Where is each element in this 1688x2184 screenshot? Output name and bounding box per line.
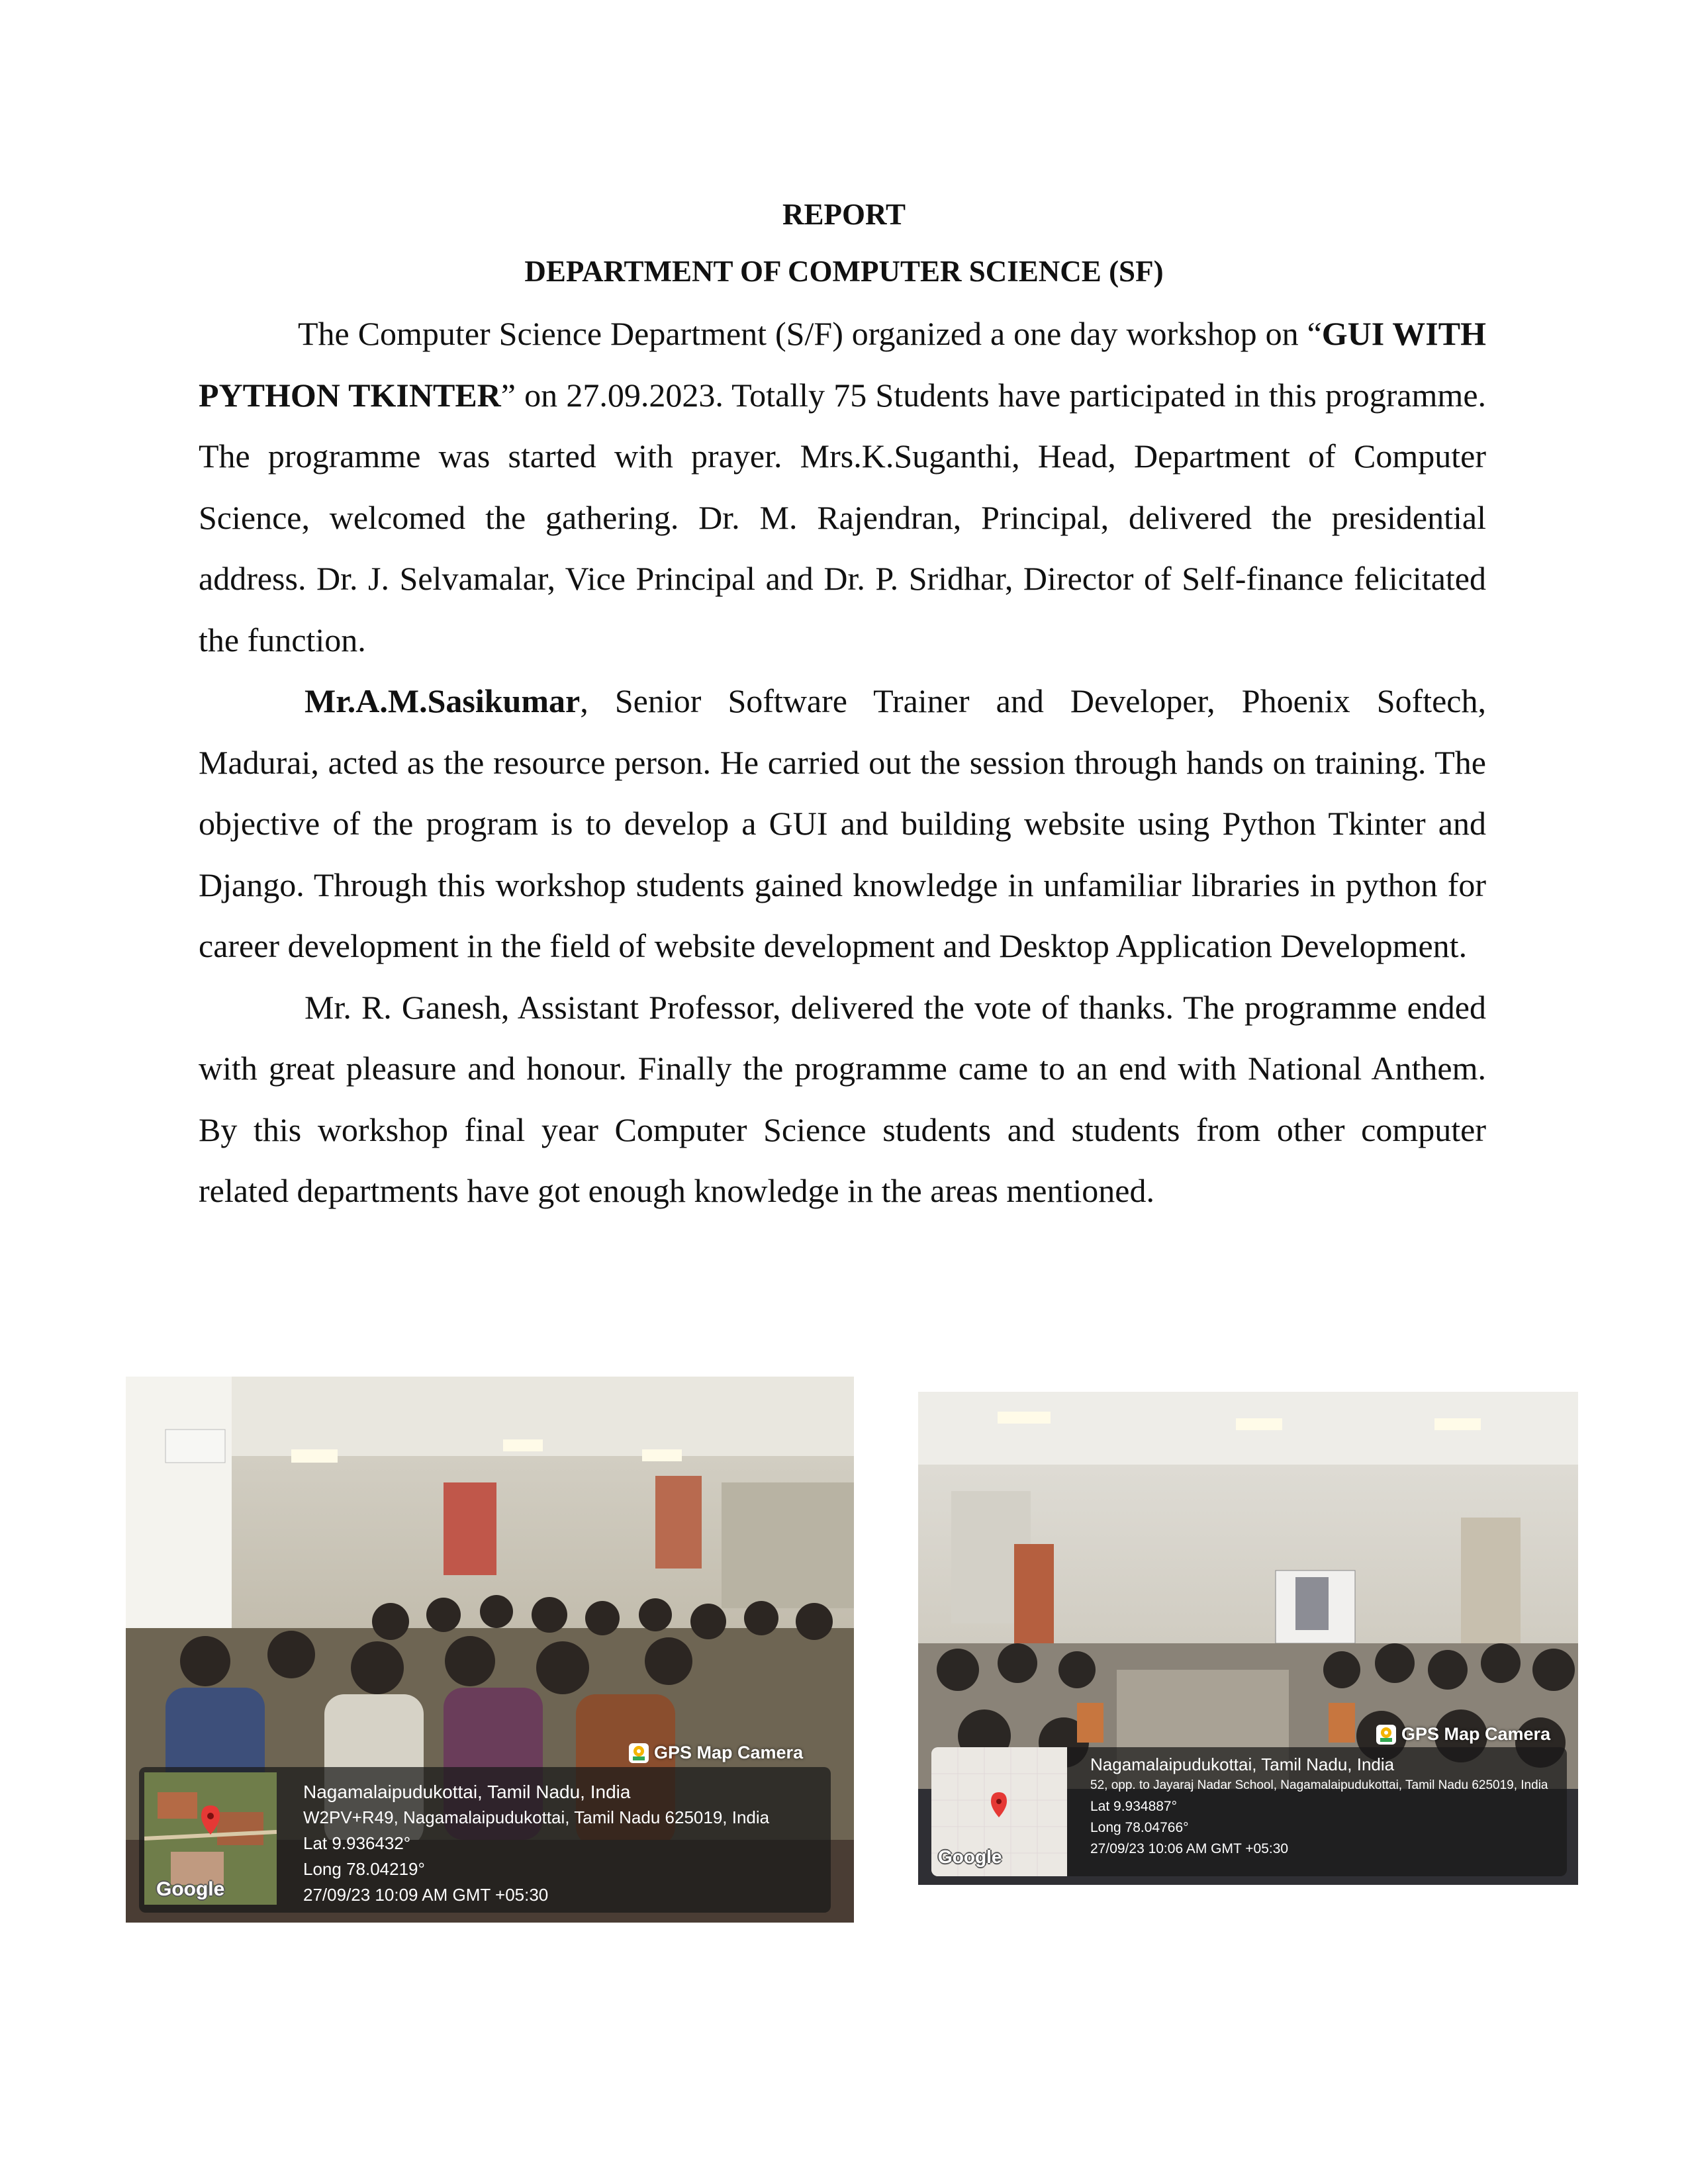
paragraph-resource-person: [199, 670, 1486, 977]
resource-person-name: Mr.A.M.Sasikumar: [305, 682, 581, 719]
gps-datetime: 27/09/23 10:09 AM GMT +05:30: [303, 1885, 549, 1905]
gps-latitude: Lat 9.936432°: [303, 1833, 411, 1853]
paragraph-intro: [199, 303, 1486, 670]
gps-camera-icon: [629, 1743, 649, 1763]
gps-address: 52, opp. to Jayaraj Nadar School, Nagamalaipudukottai, Tamil Nadu 625019, India: [1090, 1778, 1548, 1792]
google-map-logo: Google: [156, 1878, 225, 1900]
intro-text-end: ” on 27.09.2023. Totally 75 Students have participated in this programme. The programme was started with prayer. Mrs.K.Suganthi, Head, Department of Computer Science, welcomed the gathering. Dr. M. Rajendran, Principal, delivered the presidential address. Dr. J. Selvamalar, Vice Principal and Dr. P. Sridhar, Director of Self-finance felicitated the function.: [199, 376, 1487, 659]
workshop-photo-hall: [918, 1392, 1578, 1885]
resource-person-text: , Senior Software Trainer and Developer, Phoenix Softech, Madurai, acted as the resource person. He carried out the session through hands on training. The objective of the program is to develop a GUI and building website using Python Tkinter and Django. Through this workshop students gained knowledge in unfamiliar libraries in python for career development in the field of website development and Desktop Application Development.: [199, 682, 1486, 964]
gps-brand-label: GPS Map Camera: [654, 1743, 804, 1762]
department-heading: DEPARTMENT OF COMPUTER SCIENCE (SF): [524, 255, 1164, 288]
google-map-logo: Google: [938, 1846, 1002, 1867]
gps-datetime: 27/09/23 10:06 AM GMT +05:30: [1090, 1841, 1289, 1856]
gps-latitude: Lat 9.934887°: [1090, 1799, 1178, 1814]
paragraph-conclusion: Mr. R. Ganesh, Assistant Professor, delivered the vote of thanks. The programme ended with great pleasure and honour. Finally the programme came to an end with National Anthem. By this workshop final year Computer Science students and students from other computer related departments have got enough knowledge in the areas mentioned.: [199, 988, 1486, 1209]
gps-address: W2PV+R49, Nagamalaipudukottai, Tamil Nadu 625019, India: [303, 1807, 770, 1827]
gps-map-camera-brand-2: [1376, 1724, 1550, 1745]
report-body: [199, 303, 1486, 1222]
gps-map-camera-brand: [629, 1743, 803, 1763]
intro-text-start: The Computer Science Department (S/F) organized a one day workshop on “: [298, 315, 1322, 352]
gps-brand-label: GPS Map Camera: [1401, 1724, 1551, 1744]
gps-place: Nagamalaipudukottai, Tamil Nadu, India: [1090, 1754, 1395, 1774]
gps-camera-icon: [1376, 1725, 1396, 1745]
gps-longitude: Long 78.04219°: [303, 1859, 425, 1879]
report-title: REPORT: [782, 198, 906, 231]
gps-stamp-2: [931, 1747, 1567, 1876]
workshop-photo-audience: [126, 1377, 854, 1923]
gps-longitude: Long 78.04766°: [1090, 1820, 1189, 1835]
gps-stamp-1: [139, 1767, 831, 1913]
gps-place: Nagamalaipudukottai, Tamil Nadu, India: [303, 1782, 631, 1802]
workshop-title: GUI WITH PYTHON TKINTER: [199, 315, 1486, 414]
